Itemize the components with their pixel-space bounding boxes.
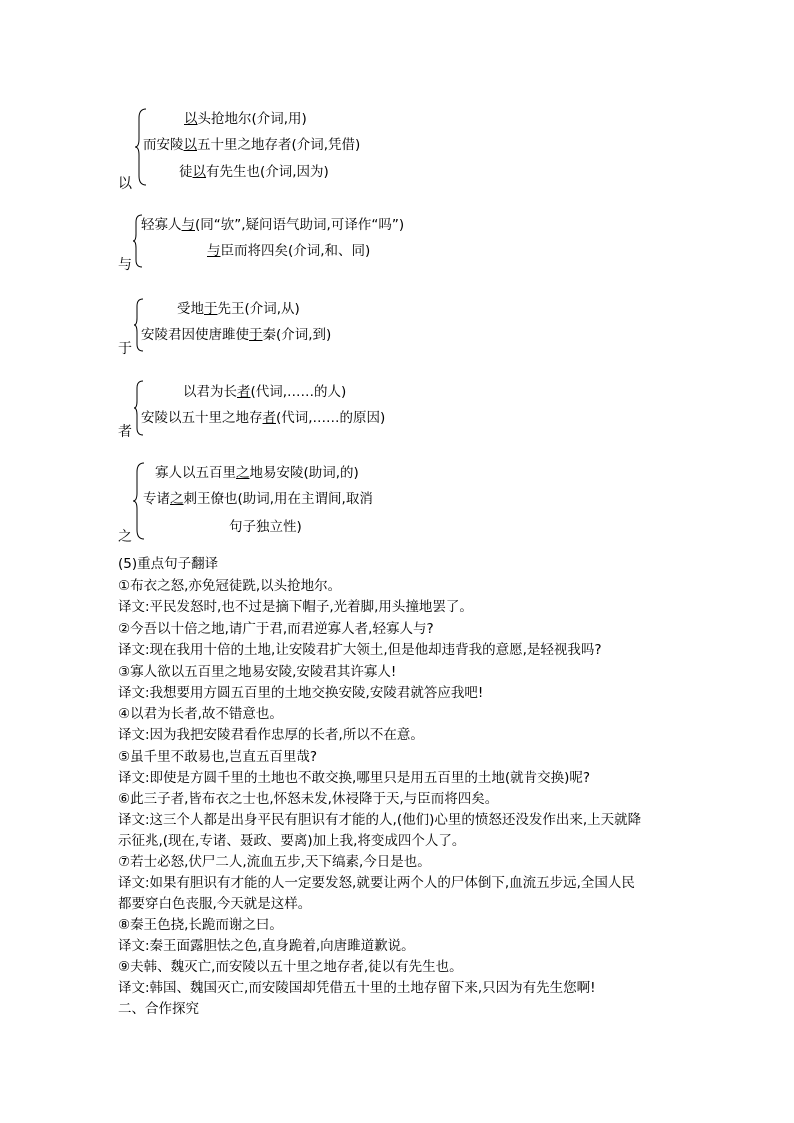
translation-line: 译文:因为我把安陵君看作忠厚的长者,所以不在意。 <box>118 727 424 743</box>
usage-item: 以君为长者(代词,……的人) <box>183 384 347 400</box>
underlined-word: 于 <box>249 327 263 343</box>
translation-line: 示征兆,(现在,专诸、聂政、要离)加上我,将变成四个人了。 <box>118 833 466 849</box>
translation-line: 译文:我想要用方圆五百里的土地交换安陵,安陵君就答应我吧! <box>118 685 484 701</box>
underlined-word: 以 <box>183 137 197 153</box>
translation-line: 译文:平民发怒时,也不过是摘下帽子,光着脚,用头撞地罢了。 <box>118 599 473 615</box>
usage-item: 寡人以五百里之地易安陵(助词,的) <box>155 465 359 481</box>
function-word-label: 之 <box>118 529 132 545</box>
underlined-word: 以 <box>192 164 206 180</box>
translation-line: 译文:韩国、魏国灭亡,而安陵国却凭借五十里的土地存留下来,只因为有先生您啊! <box>118 980 596 996</box>
usage-item: 句子独立性) <box>229 519 302 535</box>
usage-item: 安陵君因使唐雎使于秦(介词,到) <box>141 327 332 343</box>
underlined-word: 于 <box>204 301 218 317</box>
usage-item: 受地于先王(介词,从) <box>177 301 300 317</box>
translation-line: 译文:现在我用十倍的土地,让安陵君扩大领土,但是他却违背我的意愿,是轻视我吗? <box>118 642 602 658</box>
function-word-label: 以 <box>118 176 132 192</box>
sentence-line: ⑦若士必怒,伏尸二人,流血五步,天下缟素,今日是也。 <box>118 854 431 870</box>
sentence-line: ⑥此三子者,皆布衣之士也,怀怒未发,休祲降于天,与臣而将四矣。 <box>118 791 499 807</box>
underlined-word: 与 <box>181 217 195 233</box>
underlined-word: 者 <box>262 410 276 426</box>
sentence-line: ⑧秦王色挠,长跪而谢之曰。 <box>118 917 283 933</box>
usage-item: 而安陵以五十里之地存者(介词,凭借) <box>143 137 361 153</box>
underlined-word: 与 <box>207 243 221 259</box>
sentence-line: ⑤虽千里不敢易也,岂直五百里哉? <box>118 749 318 765</box>
translation-line: 都要穿白色丧服,今天就是这样。 <box>118 896 312 912</box>
sentence-line: ③寡人欲以五百里之地易安陵,安陵君其许寡人! <box>118 664 397 680</box>
underlined-word: 之 <box>236 465 250 481</box>
translation-line: 译文:这三个人都是出身平民有胆识有才能的人,(他们)心里的愤怒还没发作出来,上天就降 <box>118 812 642 828</box>
underlined-word: 者 <box>237 384 251 400</box>
usage-item: 轻寡人与(同“欤”,疑问语气助词,可译作“吗”) <box>141 217 405 233</box>
sentence-line: ①布衣之怒,亦免冠徒跣,以头抢地尔。 <box>118 578 342 594</box>
usage-item: 专诸之刺王僚也(助词,用在主谓间,取消 <box>143 491 373 507</box>
underlined-word: 以 <box>184 111 198 127</box>
underlined-word: 之 <box>170 491 184 507</box>
usage-item: 徒以有先生也(介词,因为) <box>179 164 329 180</box>
sentence-line: ②今吾以十倍之地,请广于君,而君逆寡人者,轻寡人与? <box>118 621 434 637</box>
sentence-line: ④以君为长者,故不错意也。 <box>118 706 283 722</box>
brace-icon <box>133 380 145 436</box>
usage-item: 以头抢地尔(介词,用) <box>184 111 307 127</box>
sentence-line: ⑨夫韩、魏灭亡,而安陵以五十里之地存者,徒以有先生也。 <box>118 959 463 975</box>
section-heading: 二、合作探究 <box>118 1001 199 1017</box>
section-title: (5)重点句子翻译 <box>118 556 219 572</box>
function-word-label: 者 <box>118 424 132 440</box>
translation-line: 译文:即使是方圆千里的土地也不敢交换,哪里只是用五百里的土地(就肯交换)呢? <box>118 770 591 786</box>
function-word-label: 与 <box>118 257 132 273</box>
translation-line: 译文:秦王面露胆怯之色,直身跪着,向唐雎道歉说。 <box>118 938 415 954</box>
usage-item: 与臣而将四矣(介词,和、同) <box>207 243 371 259</box>
usage-item: 安陵以五十里之地存者(代词,……的原因) <box>141 410 386 426</box>
function-word-label: 于 <box>118 341 132 357</box>
translation-line: 译文:如果有胆识有才能的人一定要发怒,就要让两个人的尸体倒下,血流五步远,全国人民 <box>118 875 635 891</box>
